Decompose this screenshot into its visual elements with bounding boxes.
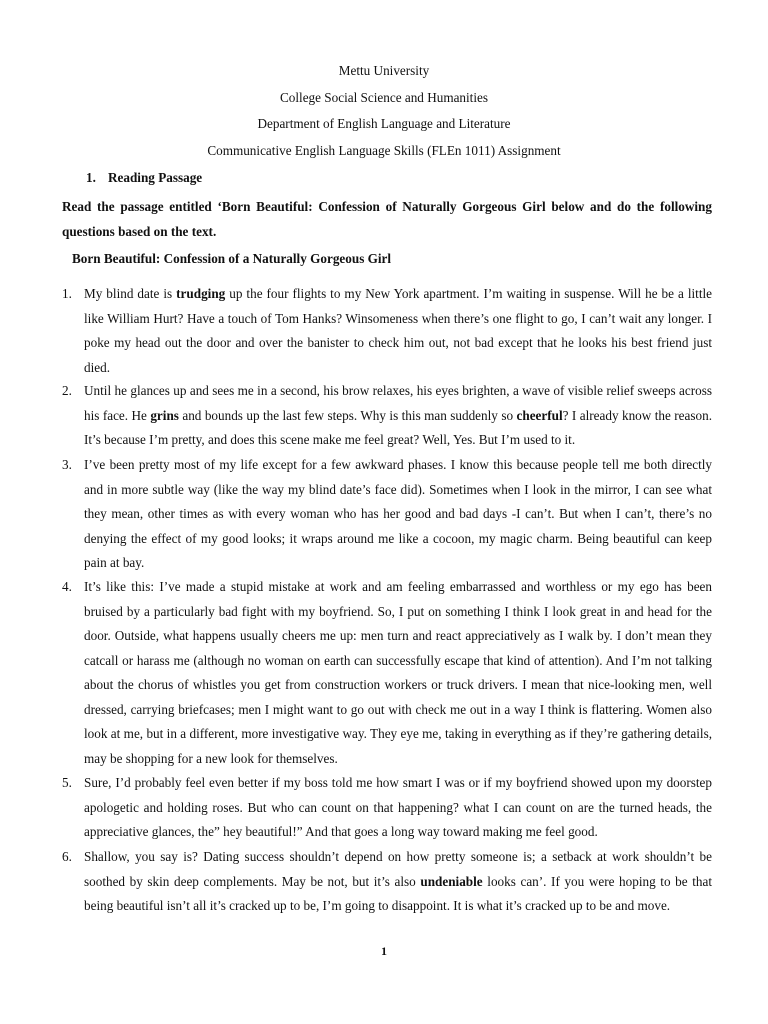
vocab-word: grins: [150, 407, 179, 423]
instructions: Read the passage entitled ‘Born Beautiful: Confession of Naturally Gorgeous Girl below and do the following questions based on the text.: [62, 199, 712, 239]
department-name: Department of English Language and Literature: [257, 116, 511, 131]
paragraph-number: 1.: [62, 286, 72, 301]
paragraph-3: [62, 453, 712, 576]
vocab-word: cheerful: [516, 407, 563, 423]
paragraph-text: It’s like this: I’ve made a stupid mistake at work and am feeling embarrassed and worthless or my ego has been bruised by a particularly bad fight with my boyfriend. So, I put on something I think I look great in and head for the door. Outside, what happens usually cheers me up: men turn and react appreciatively as I walk by. I don’t mean they catcall or harass me (although no woman on earth can successfully escape that kind of attention). And I’m not talking about the chorus of whistles you get from construction workers or truck drivers. I mean that nice-looking men, well dressed, carrying briefcases; men I might want to go out with check me out in a way I think is flattering. Women also look at me, but in a different, more investigative way. They eye me, taking in everything as if they’re gathering details, may be shopping for a new look for themselves.: [84, 579, 712, 766]
paragraph-number: 3.: [62, 457, 72, 472]
paragraph-text: Until he glances up and sees me in a second, his brow relaxes, his eyes brighten, a wave of visible relief sweeps across his face. He grins and bounds up the last few steps. Why is this man suddenly so cheerful? I already know the reason. It’s because I’m pretty, and does this scene make me feel great? Well, Yes. But I’m used to it.: [84, 383, 712, 447]
paragraph-number: 5.: [62, 775, 72, 790]
paragraph-2: [62, 379, 712, 453]
paragraph-text: Shallow, you say is? Dating success shouldn’t depend on how pretty someone is; a setback at work shouldn’t be soothed by skin deep complements. May be not, but it’s also undeniable looks can’. If you were hoping to be that being beautiful isn’t all it’s cracked up to be, I’m going to disappoint. It is what it’s cracked up to be and move.: [84, 849, 712, 913]
vocab-word: trudging: [176, 286, 226, 301]
paragraph-1: [62, 282, 712, 380]
paragraph-number: 2.: [62, 383, 72, 398]
paragraph-5: [62, 771, 712, 845]
course-title: Communicative English Language Skills (FLEn 1011) Assignment: [207, 143, 561, 158]
paragraph-4: [62, 575, 712, 771]
vocab-word: undeniable: [420, 873, 483, 889]
paragraph-text: My blind date is trudging up the four flights to my New York apartment. I’m waiting in suspense. Will he be a little like William Hurt? Have a touch of Tom Hanks? Winsomeness when there’s one flight to go, I can’t wait any longer. I poke my head out the door and over the banister to check him out, not bad except that he looks his best friend just died.: [84, 286, 712, 375]
section-heading: [86, 170, 202, 186]
paragraph-number: 4.: [62, 579, 72, 594]
college-name: College Social Science and Humanities: [279, 90, 488, 105]
paragraph-text: I’ve been pretty most of my life except for a few awkward phases. I know this because people tell me both directly and in more subtle way (like the way my blind date’s face did). Sometimes when I look in the mirror, I can see what they mean, other times as with every woman who has her good and bad days -I can’t. But when I can’t, there’s no denying the effect of my good looks; it wraps around me like a cocoon, my magic charm. Being beautiful can keep pain at bay.: [84, 457, 712, 570]
page-number: 1: [381, 944, 387, 958]
paragraph-text: Sure, I’d probably feel even better if my boss told me how smart I was or if my boyfriend showed upon my doorstep apologetic and holding roses. But who can count on that happening? what I can count on are the turned heads, the appreciative glances, the” hey beautiful!” And that goes a long way toward making me feel good.: [84, 775, 712, 839]
paragraph-6: [62, 845, 712, 919]
section-number: 1.: [86, 170, 96, 185]
university-name: Mettu University: [338, 63, 430, 78]
passage-title: Born Beautiful: Confession of a Naturally Gorgeous Girl: [72, 251, 392, 266]
paragraph-number: 6.: [62, 849, 72, 864]
section-title: Reading Passage: [108, 170, 203, 185]
